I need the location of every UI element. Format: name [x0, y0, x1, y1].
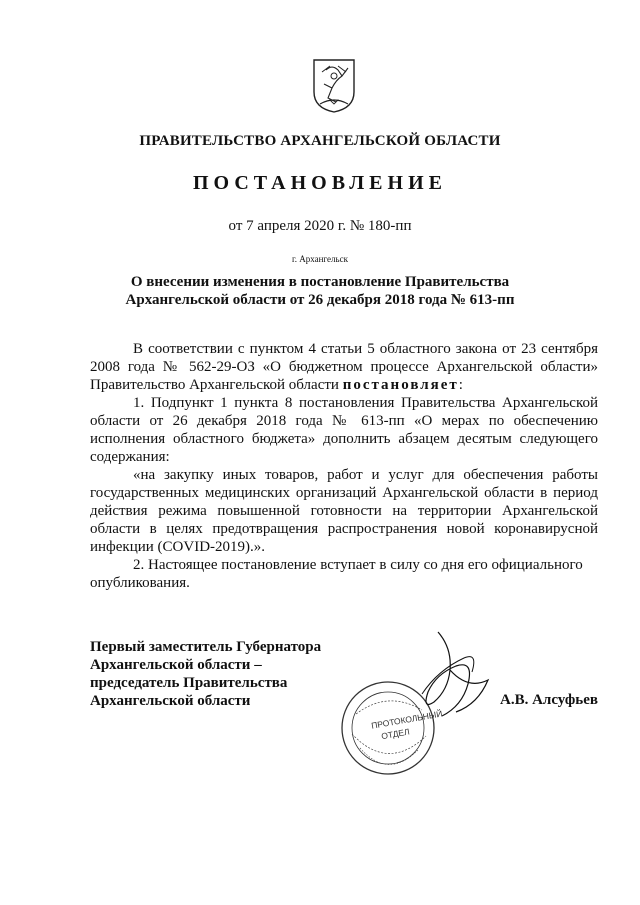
signatory-title-line-4: Архангельской области [90, 693, 251, 709]
coat-of-arms-icon [312, 58, 356, 114]
svg-text:ПРОТОКОЛЬНЫЙ: ПРОТОКОЛЬНЫЙ [370, 708, 444, 731]
document-date-number: от 7 апреля 2020 г. № 180-пп [228, 218, 412, 234]
subject-line-2: Архангельской области от 26 декабря 2018 года № 613-пп [125, 292, 515, 308]
government-name: ПРАВИТЕЛЬСТВО АРХАНГЕЛЬСКОЙ ОБЛАСТИ [139, 133, 501, 149]
paragraph-item-1: 1. Подпункт 1 пункта 8 постановления Правительства Архангельской области от 26 декабря 2018 года № 613-пп «О мерах по обеспечению исполнения областного бюджета» дополнить абзацем десятым следующего содержания: [90, 395, 598, 465]
stamp-and-signature-icon [338, 630, 578, 790]
paragraph-quote: «на закупку иных товаров, работ и услуг для обеспечения работы государственных медицинских организаций Архангельской области в период действия режима повышенной готовности на территории Архангельской области в целях предотвращения распространения новой коронавирусной инфекции (COVID-2019).». [90, 467, 598, 555]
svg-text:ОТДЕЛ: ОТДЕЛ [380, 726, 411, 742]
document-body [90, 340, 598, 592]
signatory-title-line-3: председатель Правительства [90, 675, 288, 691]
signatory-title-line-2: Архангельской области – [90, 657, 262, 673]
resolves-keyword: постановляет [342, 377, 459, 393]
paragraph-preamble [90, 340, 598, 394]
document-city: г. Архангельск [292, 254, 348, 264]
preamble-text: В соответствии с пунктом 4 статьи 5 областного закона от 23 сентября 2008 года № 562-29-ОЗ «О бюджетном процессе Архангельской области» Правительство Архангельской области [90, 341, 598, 393]
round-stamp-icon [342, 682, 443, 774]
document-subject [0, 273, 640, 309]
document-type: ПОСТАНОВЛЕНИЕ [193, 172, 447, 194]
signatory-title [90, 638, 321, 710]
paragraph-item-2: 2. Настоящее постановление вступает в силу со дня его официального опубликования. [90, 557, 583, 591]
subject-line-1: О внесении изменения в постановление Правительства [130, 274, 510, 290]
preamble-colon: : [458, 377, 463, 393]
signatory-title-line-1: Первый заместитель Губернатора [90, 639, 322, 655]
signatory-name: А.В. Алсуфьев [500, 692, 598, 708]
handwritten-signature-icon [422, 632, 488, 716]
